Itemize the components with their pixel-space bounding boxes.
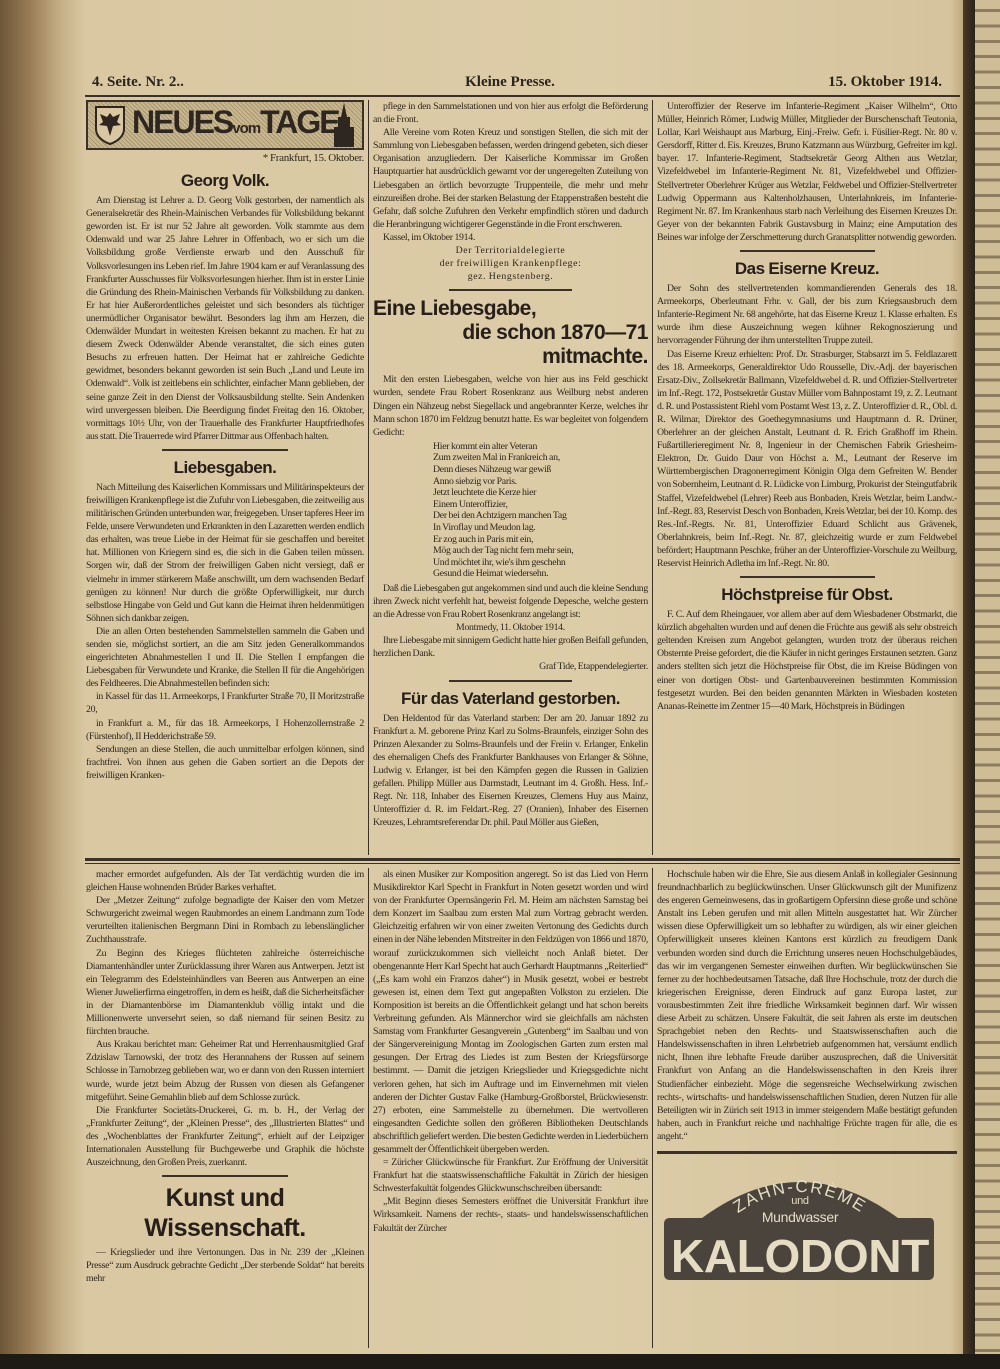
paragraph: Daß die Liebesgaben gut angekommen sind und auch die kleine Sendung ihren Zweck nicht verfehlt hat, beweist folgende Depesche, welche gestern an die Adresse von Frau Robert Rosenkranz angelangt ist: <box>373 582 648 621</box>
binding-gutter <box>963 0 975 1354</box>
headline <box>373 297 648 369</box>
poem-line: Hier kommt ein alter Veteran <box>433 440 538 452</box>
paragraph: Am Dienstag ist Lehrer a. D. Georg Volk gestorben, der namentlich als Generalsekretär des Rhein-Mainischen Verbandes für Volksbildung bekannt geworden ist. Er ist nur 52 Jahre alt geworden. Volk stammte aus dem Odenwald und war 25 Jahre Lehrer in Offenbach, wo er sich um die Volksbildung große Verdienste erwarb und den Ausschuß für Volksvorlesungen ins Leben rief. Im Jahre 1904 kam er auf Veranlassung des Frankfurter Ausschusses für Volksvorlesungen hierher. Ihm ist in erster Linie die Gründung des Rhein-Mainischen Verbands für Volksbildung zu danken. Er hat hier Außerordentliches geleistet und sich besonders als tüchtiger unermüdlicher Organisator bewährt. Besonders lag ihm am Herzen, die Odenwälder Mundart in weitesten Kreisen bekannt zu machen. Er hat zu diesem Zweck Odenwälder Abende veranstaltet, die sich eines guten Besuchs zu erfreuen hatten. Der Heimat hat er zahlreiche Gedichte gewidmet, besonders bekannt geworden ist sein Buch „Land und Leute im Odenwald“. Volk ist zeitlebens ein schlichter, einfacher Mann geblieben, der seine ganze Zeit in den Dienst der Volksausbildung stellte. Sein Andenken wird unvergessen bleiben. Die Beerdigung findet Freitag den 16. Oktober, vormittags 10½ Uhr, von der Trauerhalle des Frankfurter Hauptfriedhofes aus statt. Die Trauerrede wird Pfarrer Dittmar aus Offenbach halten. <box>86 195 364 442</box>
separator-rule <box>449 289 573 291</box>
paragraph: Den Heldentod für das Vaterland starben: Der am 20. Januar 1892 zu Frankfurt a. M. geborene Prinz Karl zu Solms-Braunfels, einziger Sohn des Prinzen Alexander zu Solms-Braunfels und der Freiin v. Erlanger, Enkelin des ehemaligen Chefs des Frankfurter Bankhauses von Erlanger & Söhne, Ludwig v. Erlanger, ist bei den Kämpfen gegen die Russen in Galizien gefallen. Philipp Müller aus Darmstadt, Leutnant im 4. Großh. Hess. Inf.-Regt. Nr. 118, Inhaber des Eisernen Kreuzes, Clemens Huy aus Mainz, Unteroffizier d. R. im Feldart.-Reg. 27 (Oranien), Inhaber des Eisernen Kreuzes, Lehramtsreferendar Dr. phil. Paul Möller aus Gießen, <box>373 712 648 829</box>
poem-line: Einem Unteroffizier, <box>433 498 508 510</box>
separator-rule <box>162 1175 287 1177</box>
column-divider <box>368 868 369 1348</box>
column-divider <box>368 100 369 855</box>
section-rule <box>85 863 960 864</box>
eagle-crest-icon <box>92 105 128 145</box>
paragraph: Unteroffizier der Reserve im Infanterie-Regiment „Kaiser Wilhelm“, Otto Müller, Heinrich Römer, Ludwig Müller, Mitglieder der Burschenschaft Teutonia, Lollar, Karl Weishaupt aus Marburg, Einj.-Freiw. Gefr. i. Füsilier-Regt. Nr. 80 v. Gersdorff, Ritter d. Eis. Kreuzes, Bruno Katzmann aus Würzburg, Gefreiter im kgl. bayer. 17. Infanterie-Regiment, Stadtsekretär Georg Althen aus Wetzlar, Vizefeldwebel im Infanterie-Regiment Nr. 81, Vizefeldwebel und Offizier-Stellvertreter Oberlehrer Krüger aus Wetzlar, Feldwebel und Offizier-Stellvertreter Ludwig Oppermann aus Kaltenholzhausen, Unterlahnkreis, im Infanterie-Regiment Nr. 87. Im Krankenhaus starb nach Verleihung des Eisernen Kreuzes Dr. Geyer von der bekannten Fabrik Gustavsburg in Mainz; eine Amputation des Beines war infolge der Zerschmetterung durch Granatsplitter notwendig geworden. <box>657 101 957 243</box>
column-top-1 <box>86 100 364 782</box>
paragraph: Nach Mitteilung des Kaiserlichen Kommissars und Militärinspekteurs der freiwilligen Krankenpflege ist die Zufuhr von Liebesgaben, die zeitweilig aus militärischen Gründen unterbunden war, freigegeben. Unser tapferes Heer im Felde, unsere Verwundeten und Erkrankten in den Lazaretten werden endlich das erhalten, was treue Liebe in der Heimat für sie geschaffen und bereitet hat. Millionen von Kriegern sind es, die sich in die Gaben teilen müssen. Sorgen wir, daß der Strom der freiwilligen Gaben nicht versiegt, daß er vielmehr in immer stärkerem Maße anschwillt, um dem wachsenden Bedarf genügen zu können! Nur durch die größte Opferwilligkeit, nur durch selbstlose Hingabe von Geld und Gut kann die Heimat ihren heldenmütigen Söhnen sich dankbar zeigen. <box>86 481 364 624</box>
poem-line: Jetzt leuchtete die Kerze hier <box>433 487 537 499</box>
poem-line: Denn dieses Nähzeug war gewiß <box>433 463 552 475</box>
column-content <box>86 152 364 782</box>
separator-rule <box>162 449 287 451</box>
paragraph: Alle Vereine vom Roten Kreuz und sonstigen Stellen, die sich mit der Sammlung von Liebesgaben befassen, werden dringend gebeten, sich dieser Organisation anzugliedern. Der Kaiserliche Kommissar im Großen Hauptquartier hat ausdrücklich gewarnt vor der ungeregelten Zuteilung von Liebesgaben an örtlich bevorzugte Truppenteile, die mehr und mehr einzureißen drohe. Bei der starken Belastung der Etappenstraßen besteht die Gefahr, daß solche Zufuhren den Verkehr empfindlich stören und dadurch die Heranbringung wichtigerer Gegenstände in die Front erschweren. <box>373 127 648 230</box>
paragraph: Sendungen an diese Stellen, die auch unmittelbar erfolgen können, sind frachtfrei. Von ihnen aus gehen die Gaben sortiert an die Depots der freiwilligen Kranken- <box>86 743 364 781</box>
paragraph: in Kassel für das 11. Armeekorps, I Frankfurter Straße 70, II Moritzstraße 20, <box>86 691 364 716</box>
separator-rule <box>740 576 875 578</box>
dateline: * Frankfurt, 15. Oktober. <box>262 152 364 164</box>
section-headline: Kunst und Wissenschaft. <box>144 1184 306 1243</box>
poem-line: Und möchtet ihr, wie's ihm geschehn <box>433 556 566 568</box>
headline-line: die schon 1870—71 mitmachte. <box>462 321 648 369</box>
headline-line: Eine Liebesgabe, <box>373 297 537 321</box>
paragraph: Mit den ersten Liebesgaben, welche von hier aus ins Feld geschickt wurden, sendete Frau Robert Rosenkranz aus Weilburg nebst anderen Dingen ein Nähzeug nebst Siegellack und angebrannter Kerze, welches ihr Mann schon 1870 im Feldzug benutzt hatte. Es war begleitet von folgendem Gedicht: <box>373 374 648 438</box>
paragraph: Das Eiserne Kreuz erhielten: Prof. Dr. Strasburger, Stabsarzt im 5. Feldlazarett des 18. Armeekorps, Generaldirektor Udo Rousselle, Div.-Adj. der bayerischen Ersatz-Div., Zollsekretär Ballmann, Vizefeldwebel d. R. und Offizier-Stellvertreter im Inf.-Regt. 172, Postsekretär Gustav Müller vom Bahnpostamt 19, z. Z. Leutnant d. R. und Postassistent Riehl vom Postamt West 13, z. Z. Unteroffizier d. R., Obl. d. R. Wilmar, Direktor des Goethegymnasiums und Hauptmann d. R. Drüner, Oberlehrer an der gleichen Anstalt, Leutnant d. R. Erich Graßhoff im Rhein. Fußartillerieregiment Nr. 8, Ingenieur in der Chemischen Fabrik Griesheim-Elektron, Dr. Guido Daur von Höchst a. M., Leutnant der Reserve im Württembergischen Dragonerregiment Königin Olga dem Gefreiten W. Bender von Sobernheim, Leutnant d. R. Lüdicke von Limburg, Prokurist der Steingutfabrik Staffel, Vizefeldwebel (Lehrer) Reeb aus Bonbaden, Kreis Wetzlar, beim Landw.-Inf.-Regt. 83, Reservist Desch von Bonbaden, Kreis Wetzlar, bei der 10. Komp. des Res.-Inf.-Regts. Nr. 81, Unteroffizier Eduard Schlicht aus Grävenek, Oberlahnkreis, beim Inf.-Regt. Nr. 87, gleichzeitig wurde er zum Feldwebel befördert; Hauptmann Peschke, früher an der Unteroffizier-Vorschule zu Weilburg, Reservist Heinrich Adletha im Inf.-Regt. Nr. 80. <box>657 348 957 569</box>
kalodont-advertisement <box>662 1166 937 1284</box>
paragraph: macher ermordet aufgefunden. Als der Tat verdächtig wurden die im gleichen Hause wohnenden Brüder Barkes verhaftet. <box>86 869 364 894</box>
headline: Das Eiserne Kreuz. <box>734 259 880 279</box>
separator-rule <box>449 680 573 682</box>
paragraph: Der „Metzer Zeitung“ zufolge begnadigte der Kaiser den vom Metzer Schwurgericht zweimal wegen Raubmordes an einem Landmann zum Tode verurteilten italienischen Bergmann Dini in Rombach zu lebenslänglicher Zuchthausstrafe. <box>86 895 364 946</box>
signature-line: Graf Tide, Etappendelegierter. <box>539 661 648 673</box>
paragraph: Der Sohn des stellvertretenden kommandierenden Generals des 18. Armeekorps, Oberleutnant Frhr. v. Gall, der bis zum Kriegsausbruch dem Infanterie-Regiment Nr. 68 angehörte, hat das Eiserne Kreuz 1. Klasse erhalten. Es wurde ihm diese Auszeichnung wegen kühner Rekognoszierung und hervorragender Führung der ihm unterstellten Truppe zuteil. <box>657 283 957 347</box>
ad-rule <box>657 1151 957 1154</box>
column-content <box>657 868 957 1143</box>
poem-line: Gesund die Heimat wiedersehn. <box>433 568 549 580</box>
headline: Für das Vaterland gestorben. <box>400 688 621 708</box>
paragraph: Ihre Liebesgabe mit sinnigem Gedicht hatte hier großen Beifall gefunden, herzlichen Dank. <box>373 635 648 660</box>
column-bottom-3 <box>657 868 957 1284</box>
paragraph: — Kriegslieder und ihre Vertonungen. Das in Nr. 239 der „Kleinen Presse“ zum Ausdruck gebrachte Gedicht „Der sterbende Soldat“ hat bereits mehr <box>86 1247 364 1285</box>
ad-brand-text: KALODONT <box>671 1229 930 1282</box>
column-top-2 <box>373 100 648 829</box>
poem-line: Mög auch der Tag nicht fern mehr sein, <box>433 545 574 557</box>
newspaper-title: Kleine Presse. <box>465 74 555 90</box>
poem-line: Der bei den Achtzigern manchen Tag <box>433 510 567 522</box>
column-top-3 <box>657 100 957 713</box>
paragraph: Die Frankfurter Societäts-Druckerei, G. m. b. H., der Verlag der „Frankfurter Zeitung“, der „Kleinen Presse“, des „Illustrierten Blattes“ und des „Wochenblattes der Frankfurter Zeitung“, erhielt auf der Leipziger Internationalen Ausstellung für Buchgewerbe und Graphik die höchste Auszeichnung, den Großen Preis, zuerkannt. <box>86 1104 364 1169</box>
paragraph: pflege in den Sammelstationen und von hier aus erfolgt die Beförderung an die Front. <box>373 101 648 126</box>
headline: Liebesgaben. <box>173 457 277 477</box>
paragraph: als einen Musiker zur Komposition angeregt. So ist das Lied von Herrn Musikdirektor Karl Specht in Frankfurt in Noten gesetzt worden und wird von der Frankfurter Opernsängerin Frl. M. Heim am nächsten Samstag bei dem Konzert im Saalbau zum ersten Mal zum Vortrag gebracht werden. Gleichzeitig erfahren wir von einer zweiten Vertonung des Gedichts durch einen in der Nähe lebenden Mitstreiter in den Feldzügen von 1866 und 1870, worauf zurückzukommen sich vielleicht noch Anlaß bietet. Der obengenannte Herr Karl Specht hat auch Gerhardt Hauptmanns „Reiterlied“ („Es kam wohl ein Franzos daher“) in Musik gesetzt, wobei er bestrebt gewesen ist, einen dem Text gut angepaßten Volkston zu erzielen. Die Komposition ist bereits an die Öffentlichkeit gelangt und hat schon bereits Verbreitung gefunden. Als Männerchor wird sie gleichfalls am nächsten Samstag vom Frankfurter Gesangverein „Gutenberg“ im Saalbau und von der Sängervereinigung Montag im Zoologischen Garten zum ersten mal gesungen. Der Ertrag des Liedes ist zum Besten der Kriegsfürsorge bestimmt. — Damit die jetzigen Kriegslieder und Kriegsgedichte nicht verloren gehen, hat sich im Auftrage und im Einvernehmen mit vielen anderen der Dichter Gustav Falke (Hamburg-Großborstel, Brückwiesenstr. 27) erboten, eine Sammelstelle zu übernehmen. Die wertvolleren eingesandten Gedichte sollen den größeren Bibliotheken Deutschlands abschriftlich geliefert werden. Die besten Gedichte werden in Liederbüchern gesammelt der Öffentlichkeit übergeben werden. <box>373 869 648 1155</box>
paragraph: Kassel, im Oktober 1914. <box>383 231 476 243</box>
column-bottom-1 <box>86 868 364 1285</box>
adjacent-page-edge <box>975 0 1000 1354</box>
cathedral-tower-icon <box>330 103 358 147</box>
column-divider <box>652 868 653 1348</box>
paragraph: Die an allen Orten bestehenden Sammelstellen sammeln die Gaben und senden sie, möglichst sortiert, an die am Sitz jeden Generalkommandos eingerichteten Abnahmestellen I und II. Die Stellen I empfangen die Liebesgaben für Verwundete und Kranke, die Stellen II für die Angehörigen des Feldheeres. Die Abnahmestellen befinden sich: <box>86 625 364 690</box>
paragraph: Zu Beginn des Krieges flüchteten zahlreiche österreichische Diamantenhändler unter Zurücklassung ihrer Waren aus Antwerpen. Jetzt ist ein Telegramm des Edelsteinhändlers van Beeren aus Antwerpen an eine Wiener Juwelierfirma eingetroffen, in dem es heißt, daß die Sicherheitsfächer in der Diamantenbörse im Diamantenklub völlig intakt und die Millionenwerte unversehrt seien, so daß niemand für seinen Besitz zu fürchten brauche. <box>86 947 364 1038</box>
paragraph: „Mit Beginn dieses Semesters eröffnet die Universität Frankfurt ihre Wirksamkeit. Namens der rechts-, staats- und handelswissenschaftlichen Fakultät der Zürcher <box>373 1196 648 1234</box>
neues-vom-tage-banner <box>86 100 364 150</box>
page-number: 4. Seite. Nr. 2.. <box>92 74 184 90</box>
poem-line: Er zog auch in Paris mit ein, <box>433 533 534 545</box>
section-rule <box>85 858 960 861</box>
separator-rule <box>740 250 875 252</box>
paragraph: F. C. Auf dem Rheingauer, vor allem aber auf dem Wiesbadener Obstmarkt, die kürzlich abgehalten wurden und auf denen die Früchte aus gewiß als sehr obstreich geltenden Kreisen zum Angebot gelangten, wurden trotz der überaus reichen Obsternte Preise gefordert, die die Käufer in nicht geringes Erstaunen setzten. Ganz anders stellten sich jetzt die Höchstpreise für Obst, die im Kreise Büdingen von einer von dortigen Obst- und Gartenbauvereinen bestimmten Kommission festgesetzt wurden. Bei den beiden genannten Märkten in Wiesbaden kosteten Ananas-Reinette im Zentner 15—40 Mark, Höchstpreis in Büdingen <box>657 609 957 712</box>
ad-sub-text: Mundwasser <box>761 1208 839 1225</box>
poem-line: Zum zweiten Mal in Frankreich an, <box>433 452 560 464</box>
signature-line: der freiwilligen Krankenpflege: <box>439 258 582 270</box>
headline: Georg Volk. <box>180 171 270 191</box>
signature-line: Der Territorialdelegierte <box>455 245 566 257</box>
issue-date: 15. Oktober 1914. <box>828 74 942 90</box>
banner-title: NEUESvomTAGE <box>132 103 339 140</box>
poem-line: Anno siebzig vor Paris. <box>433 475 517 487</box>
header-rule <box>85 95 960 97</box>
centered-line: Montmedy, 11. Oktober 1914. <box>456 622 565 634</box>
ad-und-text: und <box>791 1194 809 1207</box>
poem <box>373 441 648 580</box>
headline: Höchstpreise für Obst. <box>721 585 893 605</box>
signature-line: gez. Hengstenberg. <box>467 271 554 283</box>
ad-arc-text: ZAHN-CRÈME <box>729 1176 871 1217</box>
paragraph: Aus Krakau berichtet man: Geheimer Rat und Herrenhausmitglied Graf Zdzislaw Tarnowski, der trotz des Herannahens der Russen auf seinem Schlosse in Tarnobrzeg geblieben war, wo er dann von den Russen interniert wurde, wurde jetzt beim Abzug der Russen von diesen als Gefangener mitgeführt. Seine Gemahlin blieb auf dem Schlosse zurück. <box>86 1039 364 1103</box>
paragraph: in Frankfurt a. M., für das 18. Armeekorps, I Hohenzollernstraße 2 (Fürstenhof), II Hedderichstraße 59. <box>86 717 364 742</box>
poem-line: In Viroflay und Meudon lag. <box>433 521 536 533</box>
column-divider <box>652 100 653 855</box>
column-bottom-2 <box>373 868 648 1235</box>
paragraph: = Züricher Glückwünsche für Frankfurt. Zur Eröffnung der Universität Frankfurt hat die staatswissenschaftliche Fakultät in Zürich der hiesigen Schwesterfakultät folgendes Glückwunschschreiben übersandt: <box>373 1157 648 1195</box>
paragraph: Hochschule haben wir die Ehre, Sie aus diesem Anlaß in kollegialer Gesinnung freundnachbarlich zu beglückwünschen. Unser Glückwunsch gilt der Munifizenz des engeren Gemeinwesens, das in großartigem Opfersinn diese große und schöne Anstalt ins Leben gerufen und mit allen Mitteln ausgestattet hat. Wir Zürcher wissen diese Opferwilligkeit um so lebhafter zu würdigen, als wir einer gleichen Opferwilligkeit unseres kleinen Kantons erst kürzlich zu freudigem Dank verbunden worden sind durch die Errichtung unseres neuen Hochschulgebäudes, das wir im vergangenen Semester einweihen durften. Wir beglückwünschen Sie ferner zu der hochbedeutsamen Tatsache, daß Ihre Hochschule, trotz der durch die kriegerischen Ereignisse, deren Eindruck auf ganz Europa lastet, zur vorausbestimmten Zeit ihre friedliche Wirksamkeit beginnen darf. Wir wissen diese Arbeit zu schätzen. Unsere Fakultät, die seit Jahren als erste im deutschen Sprachgebiet neben den Rechts- und Staatswissenschaften auch die Handelswissenschaften in ihren Lehrbetrieb aufgenommen hat, versäumt endlich nicht, Ihnen ihre lebhafte Freude darüber auszusprechen, daß die Universität Frankfurt von Anfang an die Handelswissenschaften in den Kreis ihrer Studienfächer einbezieht. Möge die segensreiche Wechselwirkung zwischen rechts-, wirtschafts- und handelswissenschaftlichen Studien, deren Nutzen für alle Beteiligten wir in Zürich seit 1913 in immer steigendem Maße bestätigt gefunden haben, auch in Frankfurt reiche und nachhaltige Früchte tragen für alle, die es angeht.“ <box>657 869 957 1142</box>
